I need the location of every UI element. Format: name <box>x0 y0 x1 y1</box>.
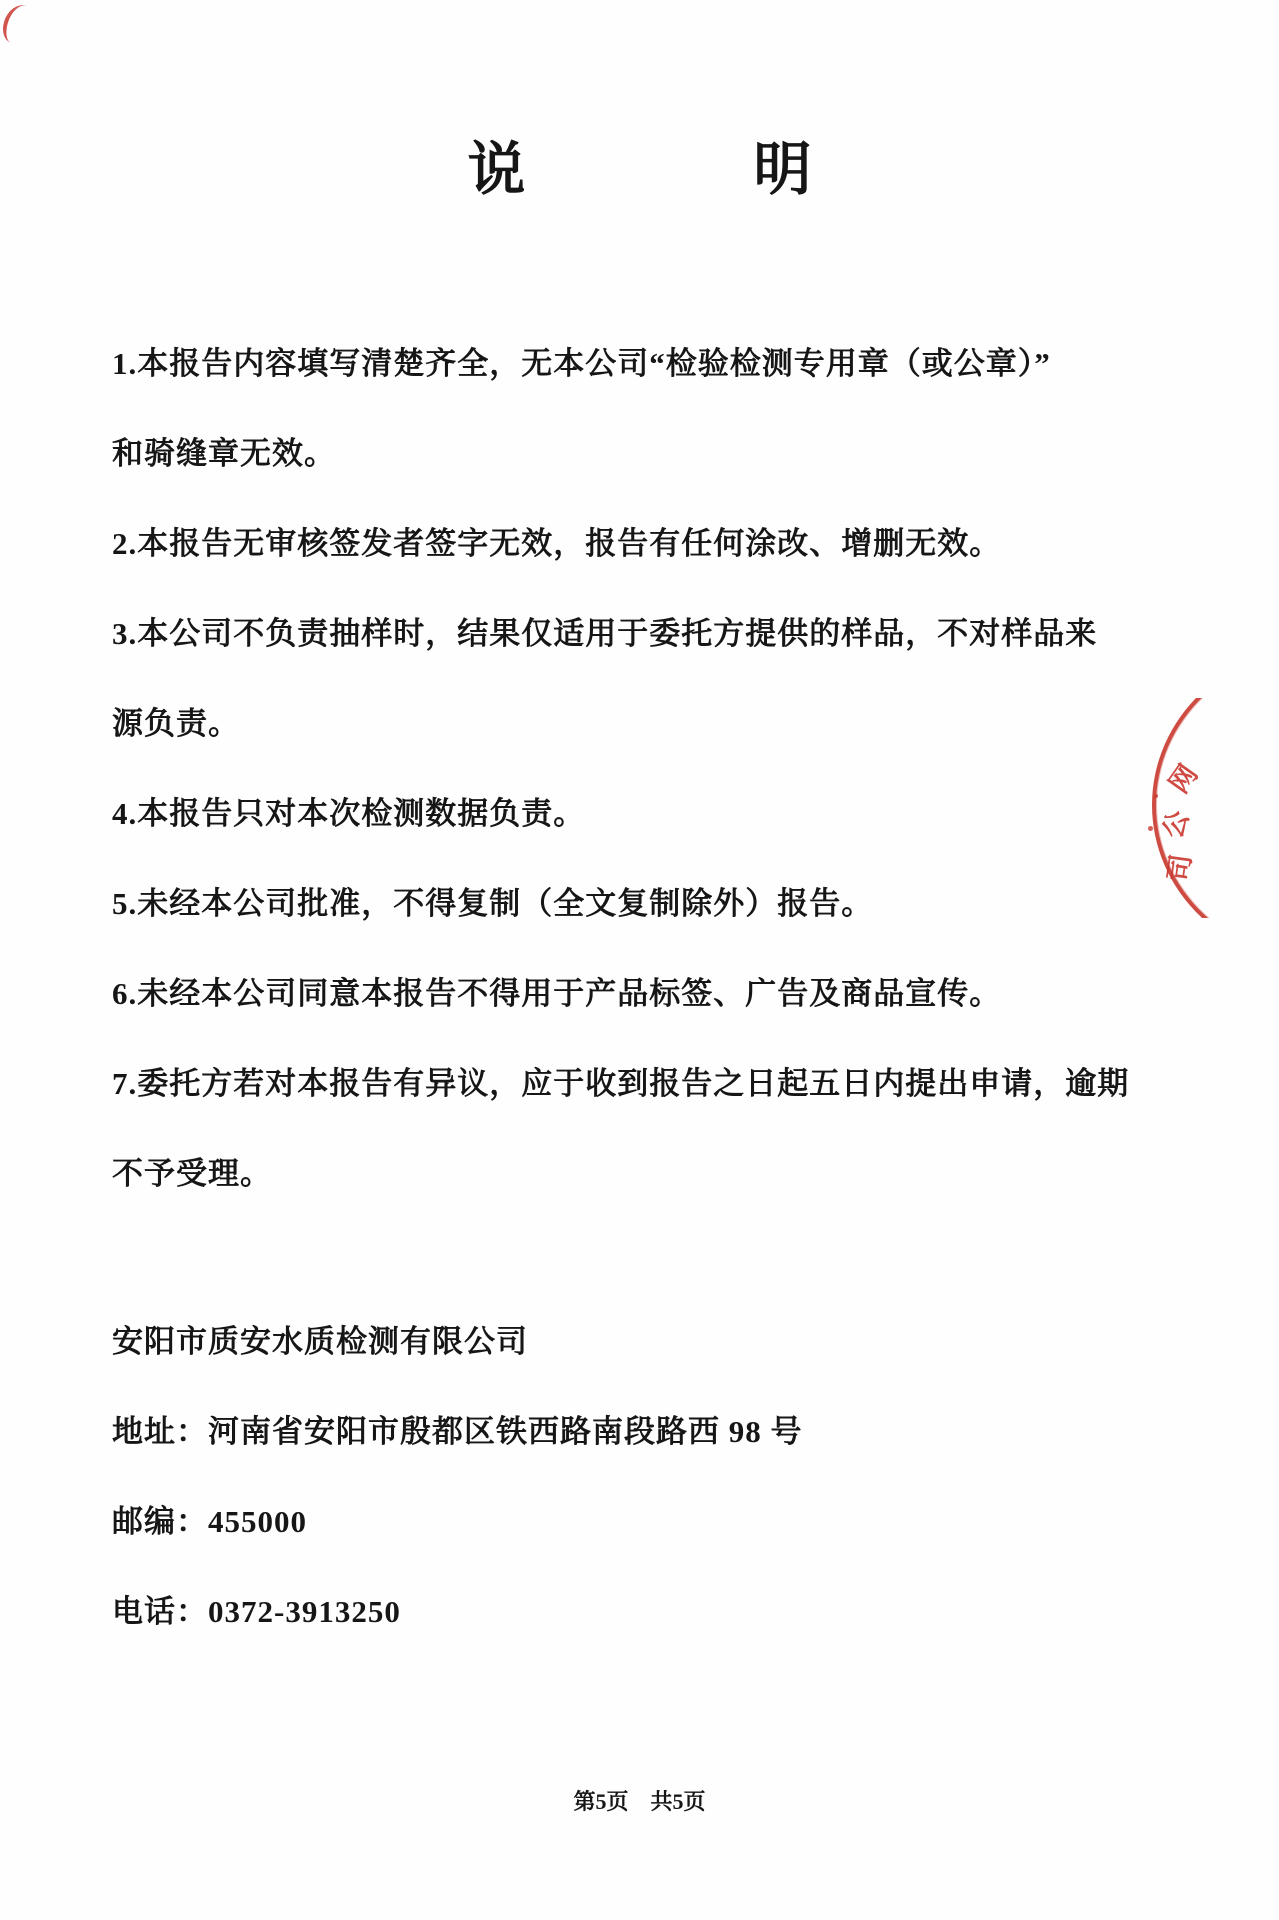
stamp-seal-char: 公 <box>1157 806 1195 843</box>
note-line: 和骑缝章无效。 <box>112 436 336 471</box>
company-name: 安阳市质安水质检测有限公司 <box>112 1324 528 1359</box>
red-ink-corner-mark <box>0 1 39 48</box>
company-info-block <box>112 1297 1112 1657</box>
document-title: 说明 <box>467 137 1040 202</box>
note-line: 1.本报告内容填写清楚齐全，无本公司“检验检测专用章（或公章）” <box>112 346 1051 381</box>
stamp-seal-char: 网 <box>1163 759 1204 799</box>
company-phone: 电话：0372-3913250 <box>112 1594 401 1629</box>
note-line: 2.本报告无审核签发者签字无效，报告有任何涂改、增删无效。 <box>112 526 1002 561</box>
note-line: 4.本报告只对本次检测数据负责。 <box>112 796 586 831</box>
note-line: 7.委托方若对本报告有异议，应于收到报告之日起五日内提出申请，逾期 <box>112 1066 1130 1101</box>
stamp-seal <box>1138 698 1258 918</box>
footer-page-number: 第5页 <box>573 1789 629 1814</box>
note-line: 源负责。 <box>112 706 240 741</box>
company-postcode: 邮编：455000 <box>112 1504 307 1539</box>
stamp-ink-dot <box>1154 794 1158 798</box>
notes-section <box>112 319 1182 1219</box>
note-line: 不予受理。 <box>112 1156 272 1191</box>
footer-total-pages: 共5页 <box>650 1789 706 1814</box>
note-line: 6.未经本公司同意本报告不得用于产品标签、广告及商品宣传。 <box>112 976 1002 1011</box>
note-line: 5.未经本公司批准，不得复制（全文复制除外）报告。 <box>112 886 874 921</box>
stamp-ink-dot <box>1148 826 1153 831</box>
company-address: 地址：河南省安阳市殷都区铁西路南段路西 98 号 <box>112 1414 803 1449</box>
page-footer <box>0 1786 1279 1818</box>
stamp-seal-char: 司 <box>1163 852 1197 884</box>
note-line: 3.本公司不负责抽样时，结果仅适用于委托方提供的样品，不对样品来 <box>112 616 1098 651</box>
